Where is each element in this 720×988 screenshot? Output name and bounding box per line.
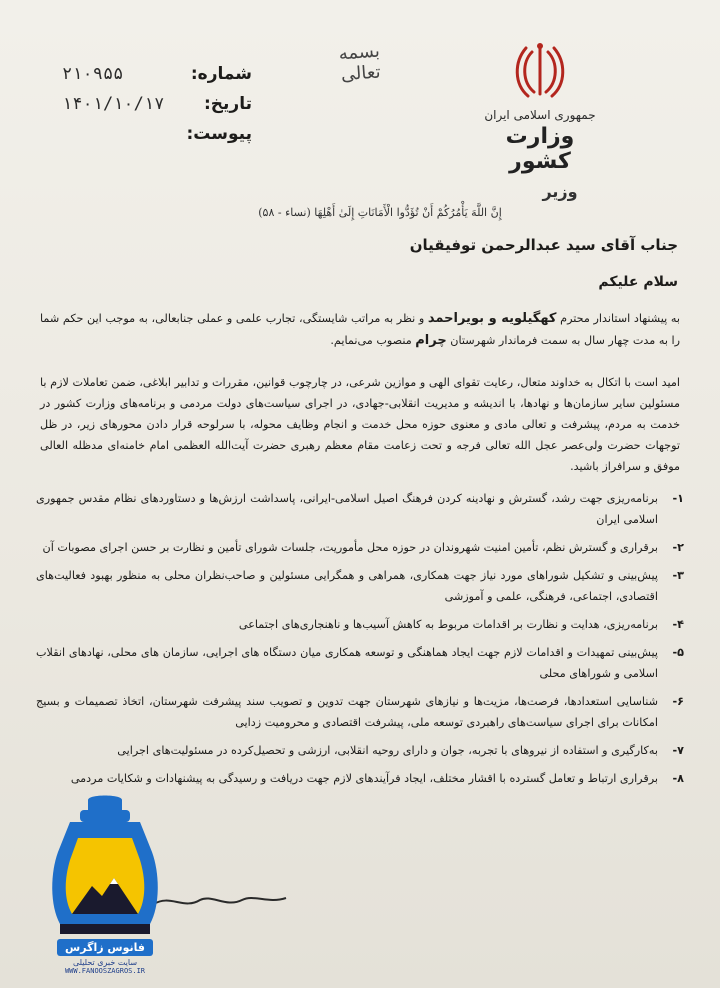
item-text: برقراری و گسترش نظم، تأمین امنیت شهروندان در حوزه محل مأموریت، جلسات شورای تأمین و نظارت بر حسن اجرای مصوبات آن [42,541,658,554]
attachment-row [62,124,252,144]
intro-part2: و نظر به مراتب شایستگی، تجارب علمی و عملی جنابعالی، به موجب این حکم شما را به مدت چهار سال به سمت فرماندار شهرستان [40,312,680,347]
number-label: شماره: [190,64,252,84]
iran-emblem-icon [512,38,568,102]
minister-title: وزیر [542,182,578,201]
list-item [36,537,684,558]
duties-list [36,488,684,796]
appointment-paragraph [40,308,680,352]
item-number: ۵- [672,646,684,659]
item-text: برنامه‌ریزی، هدایت و نظارت بر اقدامات مربوط به کاهش آسیب‌ها و ناهنجاری‌های اجتماعی [238,618,658,631]
body-paragraph: امید است با اتکال به خداوند متعال، رعایت تقوای الهی و موازین شرعی، در چارچوب قوانین، مقررات و تدابیر ابلاغی، ضمن تعاملات لازم با مسئولین سایر سازمان‌ها و نهادها، با اندیشه و مدیریت انقلابی-جهادی، در اجرای سیاست‌های دولت مردمی و برنامه‌های وزارت کشور در خدمت به مردم، پیشرفت و تعالی مادی و معنوی حوزه محل خدمت و انجام وظایف محوله، با سرلوحه قرار دادن محورهای زیر، در ظل توجهات حضرت ولی‌عصر عجل الله تعالی فرجه و تحت زعامت مقام معظم رهبری حضرت آیت‌الله العظمی امام خامنه‌ای مدظله العالی موفق و سرافراز باشید. [40,376,680,473]
date-value: ۱۴۰۱/۱۰/۱۷ [62,94,165,114]
item-number: ۴- [672,618,684,631]
list-item [36,768,684,789]
signature-icon [150,890,290,912]
item-text: پیش‌بینی تمهیدات و اقدامات لازم جهت ایجاد هماهنگی و توسعه همکاری میان دستگاه های اجرایی، سازمان های محلی، نهادهای انقلاب اسلامی و شوراهای محلی [36,646,658,680]
item-number: ۶- [672,695,684,708]
ministry-title: وزارت کشور [505,124,575,174]
item-text: برنامه‌ریزی جهت رشد، گسترش و نهادینه کردن فرهنگ اصیل اسلامی-ایرانی، پاسداشت ارزش‌ها و دستاوردهای نظام مقدس جمهوری اسلامی ایران [36,492,658,526]
reference-block [62,64,252,154]
quran-verse: إِنَّ اللَّهَ يَأْمُرُكُمْ أَنْ تُؤَدُّوا الْأَمَانَاتِ إِلَىٰ أَهْلِهَا (نساء - ۵۸) [258,206,502,219]
attachment-label: پیوست: [186,124,252,144]
greeting: سلام علیکم [598,274,678,290]
letterhead [480,38,600,201]
list-item [36,740,684,761]
county-name: چرام [415,333,447,348]
brand-caption [40,936,170,975]
list-item [36,565,684,607]
item-number: ۲- [672,541,684,554]
item-text: پیش‌بینی و تشکیل شوراهای مورد نیاز جهت همکاری، همراهی و همگرایی مسئولین و صاحب‌نظران محلی به منظور بهبود فعالیت‌های اقتصادی، اجتماعی، فرهنگی، علمی و آموزشی [36,569,658,603]
republic-title: جمهوری اسلامی ایران [484,108,596,122]
number-value: ۲۱۰۹۵۵ [62,64,124,84]
item-text: شناسایی استعدادها، فرصت‌ها، مزیت‌ها و نیازهای شهرستان جهت تدوین و تصویب سند پیشرفت شهرستان، اتخاذ تصمیمات و بسیج امکانات برای اجرای سیاست‌های راهبردی توسعه ملی، پیشرفت اقتصادی و محرومیت زدایی [36,695,658,729]
list-item [36,691,684,733]
list-item [36,642,684,684]
brand-url: WWW.FANOOSZAGROS.IR [64,967,146,975]
brand-name: فانوس زاگرس [57,939,153,956]
date-row [62,94,252,114]
date-label: تاریخ: [204,94,252,114]
brand-tagline: سایت خبری تحلیلی [72,958,138,967]
intro-part1: به پیشنهاد استاندار محترم [560,312,680,325]
item-number: ۳- [672,569,684,582]
item-number: ۸- [672,772,684,785]
item-number: ۷- [672,744,684,757]
list-item [36,614,684,635]
item-text: برقراری ارتباط و تعامل گسترده با اقشار مختلف، ایجاد فرآیندهای لازم جهت دریافت و رسیدگی به پیشنهادات و شکایات مردمی [70,772,658,785]
province-name: کهگیلویه و بویراحمد [427,311,557,326]
invocation: بسمه تعالی [338,40,382,86]
recipient: جناب آقای سید عبدالرحمن توفیقیان [409,236,678,254]
item-number: ۱- [672,492,684,505]
item-text: به‌کارگیری و استفاده از نیروهای با تجربه، جوان و دارای روحیه انقلابی، ارزشی و تحصیل‌کرده در مسئولیت‌های اجرایی [117,744,658,757]
list-item [36,488,684,530]
number-row [62,64,252,84]
intro-part3: منصوب می‌نمایم. [330,334,412,347]
